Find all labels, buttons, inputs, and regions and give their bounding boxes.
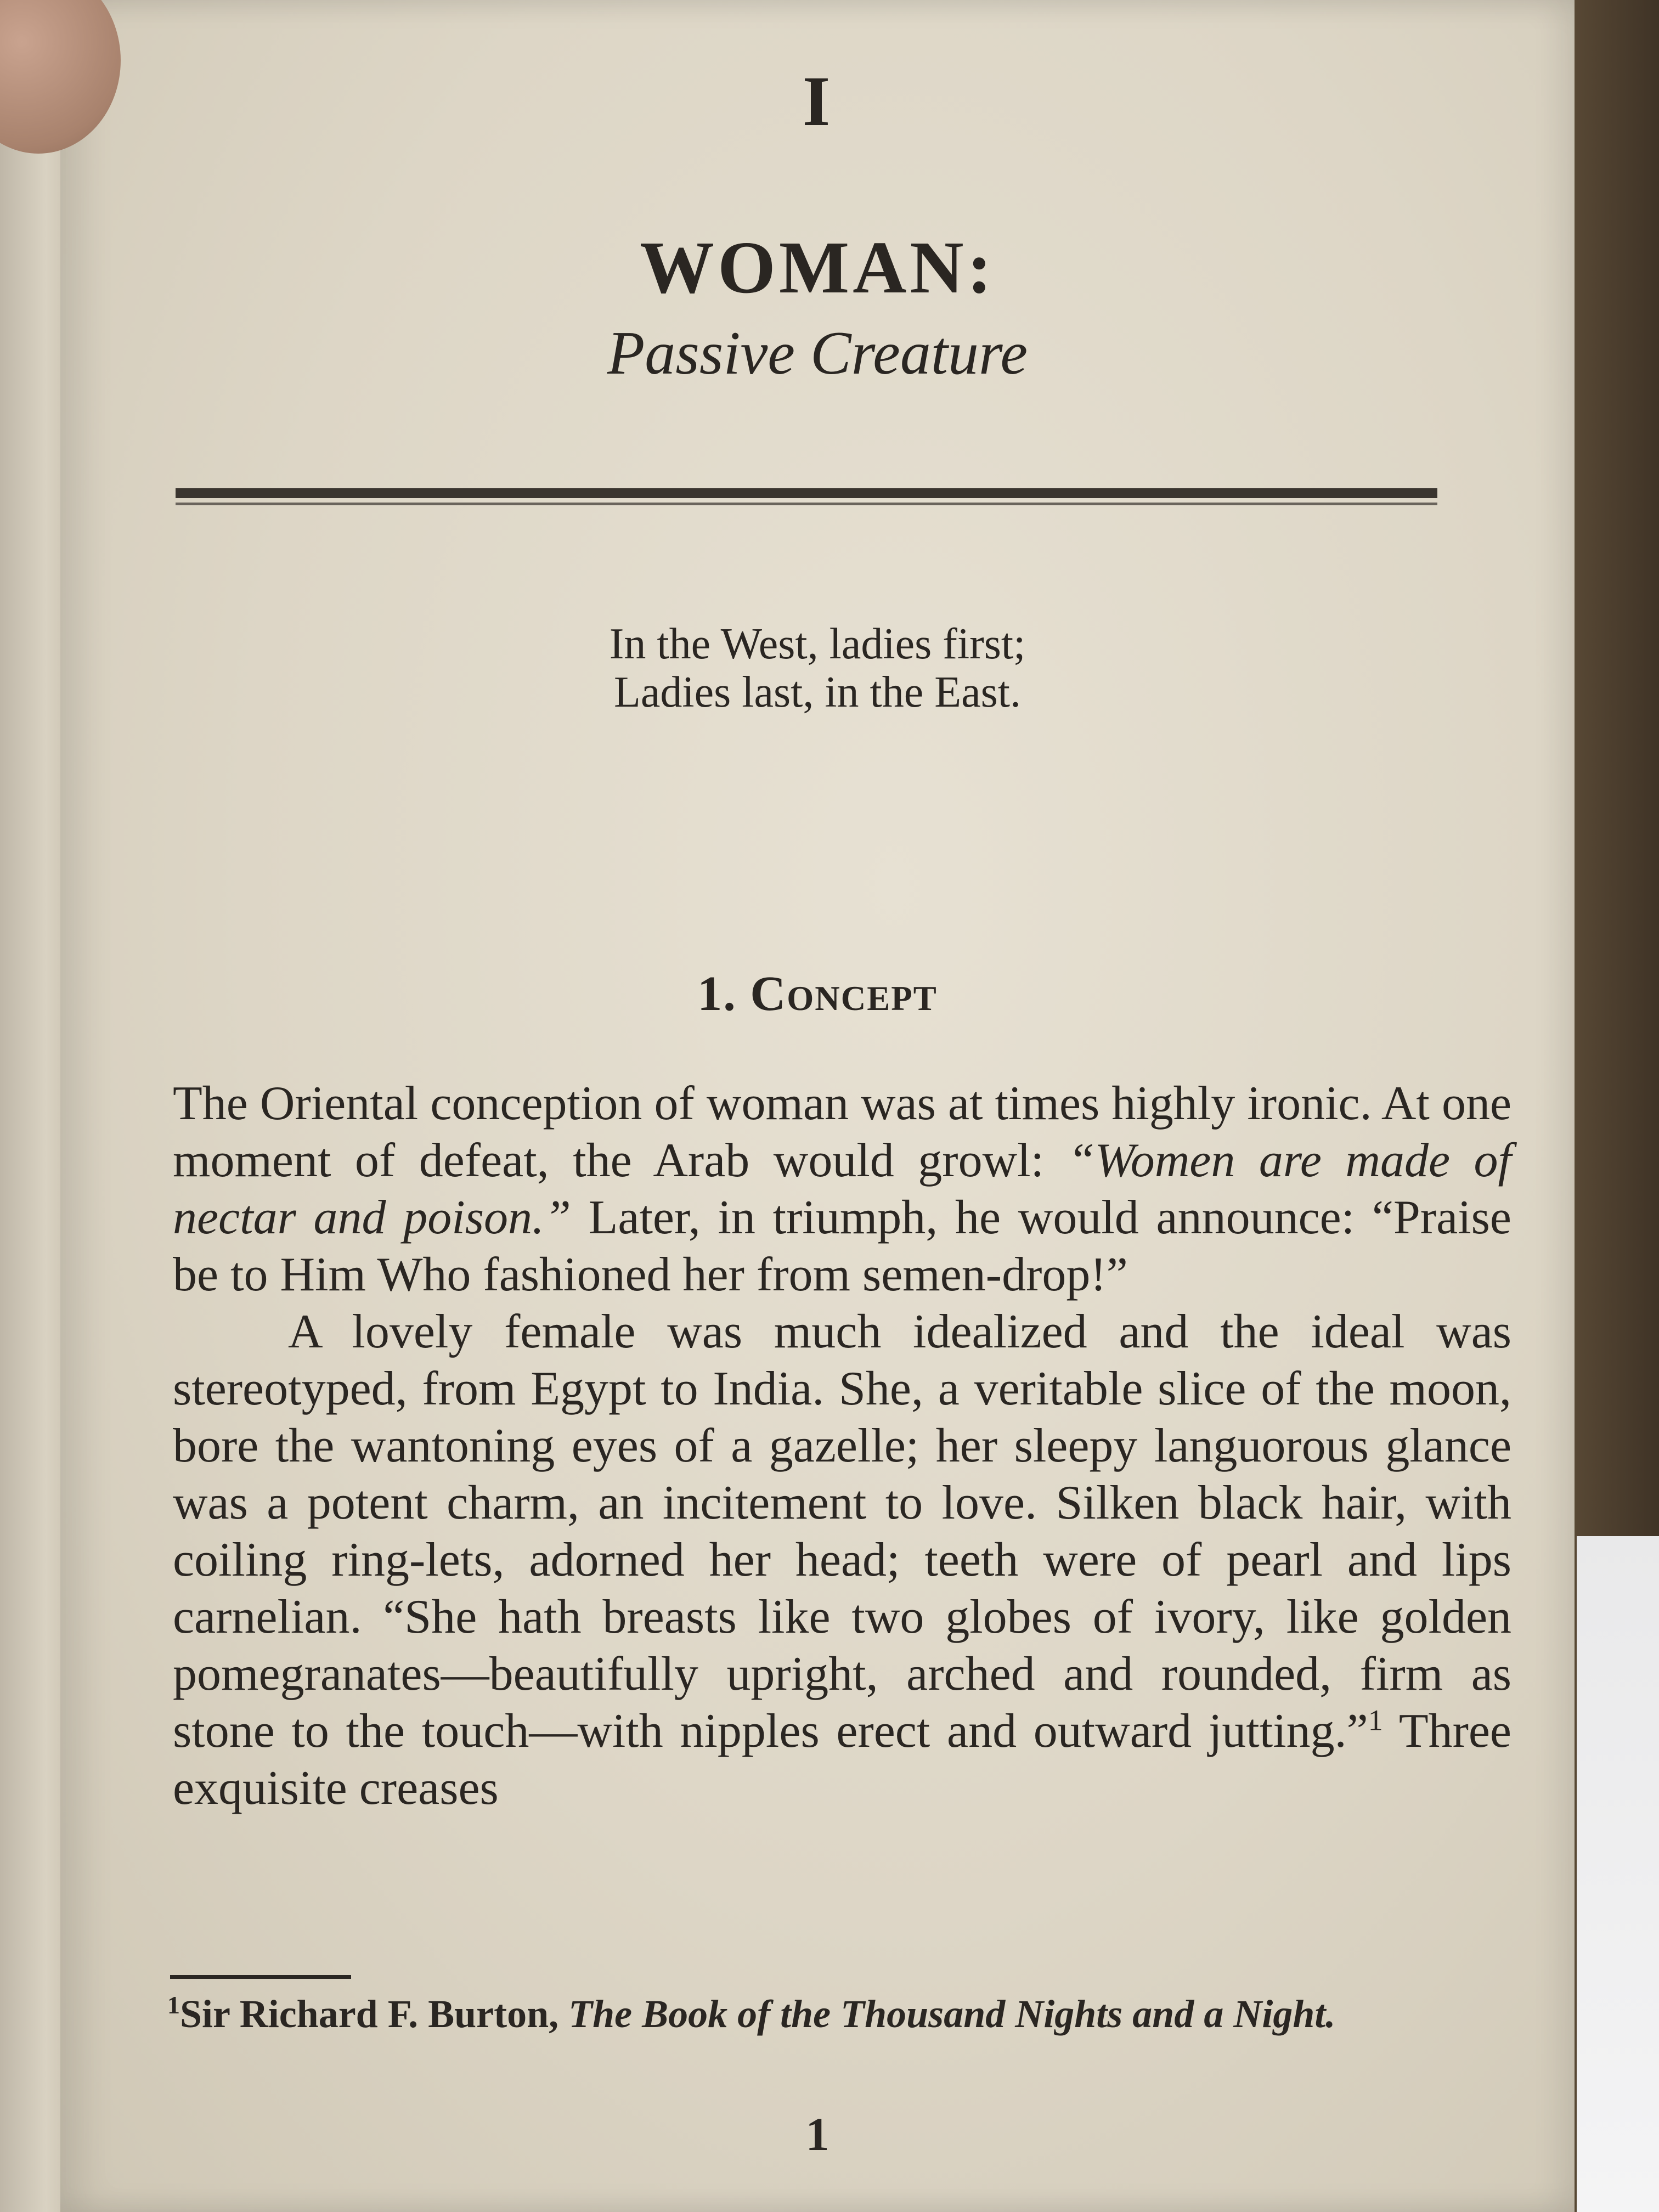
section-heading: 1. Concept	[697, 967, 938, 1021]
epigraph-line-2: Ladies last, in the East.	[613, 668, 1022, 716]
paragraph-2-text-b: Three exquisite creases	[173, 1705, 1511, 1815]
book-page	[60, 0, 1575, 2212]
paragraph-1-text-b: Later, in triumph, he would announce: “Praise be to Him Who fashioned her from semen-drop!”	[173, 1191, 1511, 1301]
background-right-table	[1577, 1536, 1659, 2212]
footnote-rule	[170, 1975, 351, 1979]
chapter-title: WOMAN:	[640, 227, 995, 309]
footnote-book-title: The Book of the Thousand Nights and a Night.	[568, 1992, 1336, 2036]
chapter-divider-rule	[176, 488, 1437, 498]
chapter-subtitle: Passive Creature	[607, 319, 1028, 387]
page-number: 1	[805, 2108, 830, 2160]
epigraph-line-1: In the West, ladies first;	[609, 620, 1026, 668]
paragraph-1-text-a: The Oriental conception of woman was at times highly ironic. At one moment of defeat, the Arab would growl:	[173, 1077, 1511, 1187]
footnote-author: Sir Richard F. Burton,	[180, 1992, 569, 2036]
body-text	[173, 1075, 1511, 1817]
paragraph-2	[173, 1304, 1511, 1817]
chapter-number: I	[802, 62, 833, 141]
paragraph-2-text-a: A lovely female was much idealized and the ideal was stereotyped, from Egypt to India. She, a veritable slice of the moon, bore the wantoning eyes of a gazelle; her sleepy languorous glance was a potent charm, an incitement to love. Silken black hair, with coiling ring-lets, adorned her head; teeth were of pearl and lips carnelian. “She hath breasts like two globes of ivory, like golden pomegranates—beautifully upright, arched and rounded, firm as stone to the touch—with nipples erect and outward jutting.”	[173, 1305, 1511, 1758]
paragraph-1	[173, 1075, 1511, 1304]
footnote-reference: 1	[1368, 1703, 1383, 1737]
epigraph	[60, 620, 1575, 716]
paragraph-1-quote: “Women are made of nectar and poison.”	[173, 1134, 1511, 1244]
footnote	[167, 1991, 1539, 2036]
footnote-marker: 1	[167, 1991, 180, 2019]
chapter-divider-rule-thin	[176, 503, 1437, 505]
